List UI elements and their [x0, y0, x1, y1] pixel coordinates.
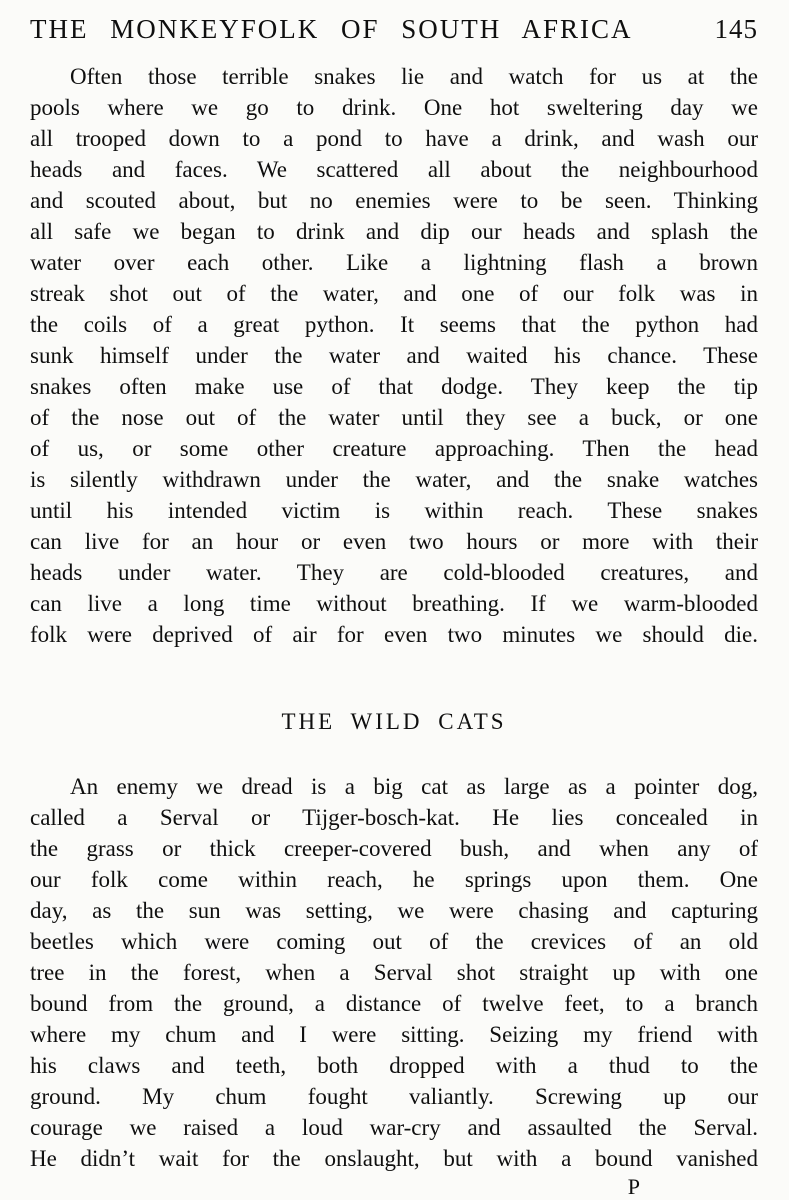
text-line: courage we raised a loud war-cry and assaulted the Serval. — [30, 1115, 758, 1140]
text-line: and scouted about, but no enemies were to be seen. Thinking — [30, 188, 758, 213]
text-line: bound from the ground, a distance of twelve feet, to a branch — [30, 991, 758, 1016]
text-line: can live for an hour or even two hours or more with their — [30, 529, 758, 554]
text-line: the coils of a great python. It seems that the python had — [30, 312, 758, 337]
signature-mark: P — [627, 1174, 640, 1199]
text-line: ground. My chum fought valiantly. Screwing up our — [30, 1084, 758, 1109]
text-line: snakes often make use of that dodge. They keep the tip — [30, 374, 758, 399]
text-line: pools where we go to drink. One hot sweltering day we — [30, 95, 758, 120]
text-line: until his intended victim is within reach. These snakes — [30, 498, 758, 523]
text-line: streak shot out of the water, and one of our folk was in — [30, 281, 758, 306]
text-line: can live a long time without breathing. If we warm-blooded — [30, 591, 758, 616]
text-line: water over each other. Like a lightning flash a brown — [30, 250, 758, 275]
text-line: of us, or some other creature approaching. Then the head — [30, 436, 758, 461]
running-title: THE MONKEYFOLK OF SOUTH AFRICA — [30, 14, 633, 44]
text-line: our folk come within reach, he springs upon them. One — [30, 867, 758, 892]
text-line: the grass or thick creeper-covered bush, and when any of — [30, 836, 758, 861]
text-line: Often those terrible snakes lie and watch for us at the — [70, 64, 758, 89]
paragraph-snakes — [30, 61, 758, 650]
text-line: day, as the sun was setting, we were chasing and capturing — [30, 898, 758, 923]
section-heading: THE WILD CATS — [281, 709, 507, 734]
text-line: heads and faces. We scattered all about the neighbourhood — [30, 157, 758, 182]
text-line: He didn’t wait for the onslaught, but with a bound vanished — [30, 1146, 758, 1171]
text-line: An enemy we dread is a big cat as large as a pointer dog, — [70, 774, 758, 799]
text-line: is silently withdrawn under the water, and the snake watches — [30, 467, 758, 492]
text-line: his claws and teeth, both dropped with a thud to the — [30, 1053, 758, 1078]
text-line: all trooped down to a pond to have a drink, and wash our — [30, 126, 758, 151]
text-line: beetles which were coming out of the crevices of an old — [30, 929, 758, 954]
text-line: folk were deprived of air for even two minutes we should die. — [30, 622, 758, 647]
text-line: of the nose out of the water until they see a buck, or one — [30, 405, 758, 430]
text-line: all safe we began to drink and dip our heads and splash the — [30, 219, 758, 244]
text-line: heads under water. They are cold-blooded creatures, and — [30, 560, 758, 585]
text-line: sunk himself under the water and waited his chance. These — [30, 343, 758, 368]
text-line: tree in the forest, when a Serval shot straight up with one — [30, 960, 758, 985]
page-number: 145 — [714, 14, 758, 44]
text-line: called a Serval or Tijger-bosch-kat. He lies concealed in — [30, 805, 758, 830]
text-line: where my chum and I were sitting. Seizing my friend with — [30, 1022, 758, 1047]
running-header — [30, 14, 758, 45]
paragraph-wild-cats — [30, 771, 758, 1174]
